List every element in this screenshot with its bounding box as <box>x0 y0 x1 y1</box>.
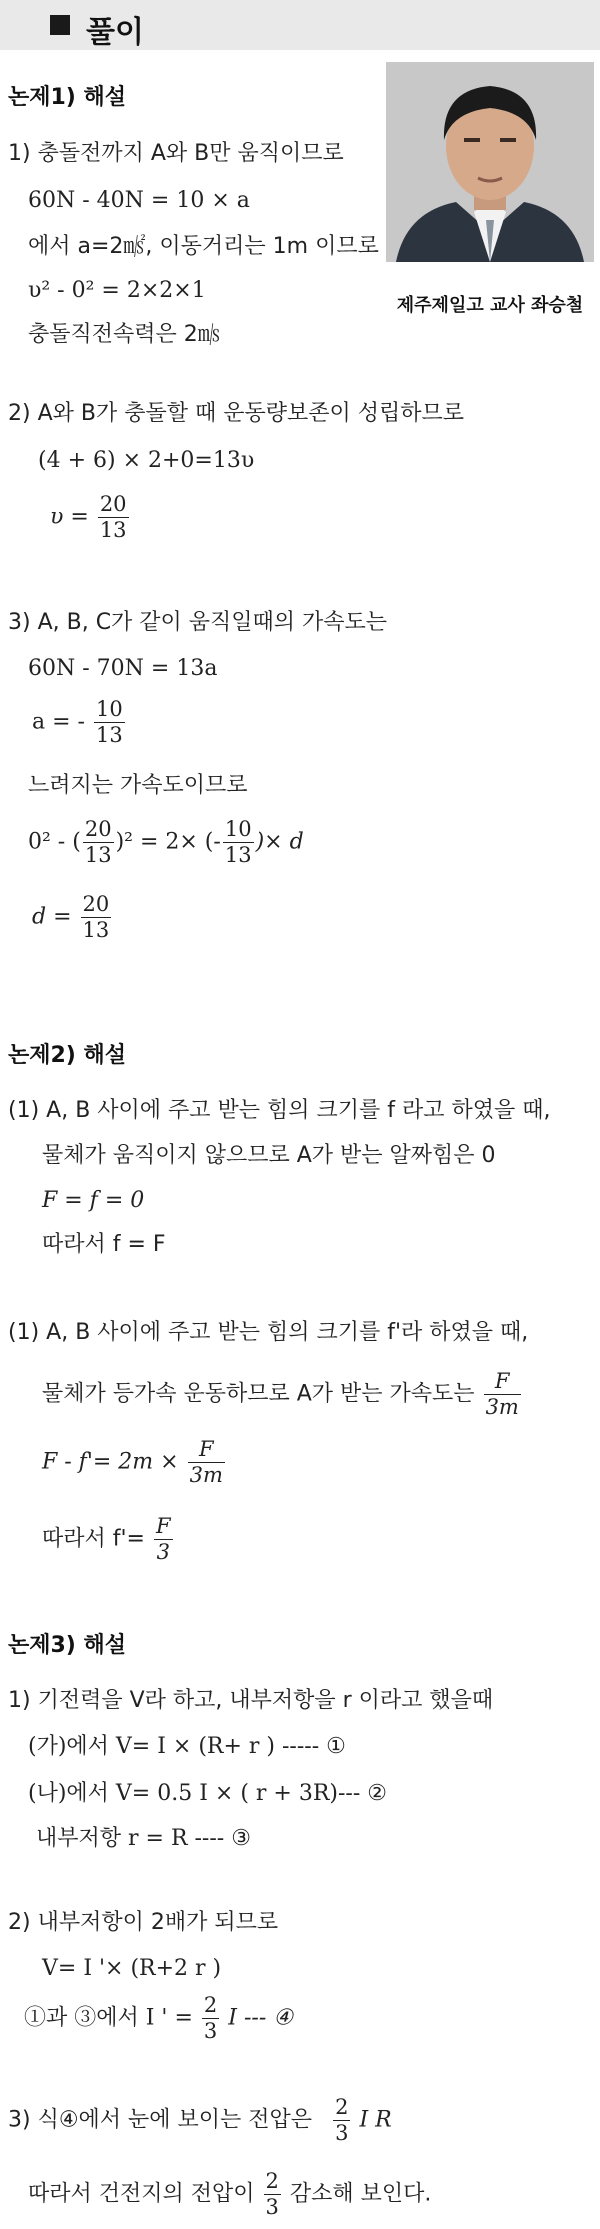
q2-b-line1: (1) A, B 사이에 주고 받는 힘의 크기를 f'라 하였을 때, <box>8 1320 529 1345</box>
q1-p2-line1: 2) A와 B가 충돌할 때 운동량보존이 성립하므로 <box>8 401 464 426</box>
q3-p2-line2: V= I '× (R+2 r ) <box>42 1956 222 1981</box>
fraction-denominator: 3 <box>156 1540 170 1565</box>
fraction-numerator: 10 <box>223 818 254 843</box>
q3-p1-line2: (가)에서 V= I × (R+ r ) ----- ① <box>28 1734 346 1759</box>
q2-a-line2: 물체가 움직이지 않으므로 A가 받는 알짜힘은 0 <box>42 1143 496 1168</box>
distance-lhs: d = <box>32 904 72 930</box>
section-title-q2: 논제2) 해설 <box>8 1043 127 1068</box>
q3-p2-line3-fraction <box>202 1994 219 2043</box>
q2-a-line1: (1) A, B 사이에 주고 받는 힘의 크기를 f 라고 하였을 때, <box>8 1098 551 1123</box>
q2-b-line3 <box>42 1438 227 1487</box>
q3-p3-line1-tail: I R <box>359 2107 392 2133</box>
acceleration-lhs: a = - <box>32 709 85 735</box>
equation-part: 0² - ( <box>28 829 81 855</box>
q2-b-line4 <box>42 1515 175 1564</box>
fraction-numerator: 20 <box>81 893 112 918</box>
q3-p2-line3 <box>24 1994 293 2043</box>
q1-p3-equation <box>28 818 304 867</box>
square-bullet-icon <box>50 15 70 35</box>
q1-p3-acceleration <box>32 698 127 747</box>
q3-p3-line2 <box>28 2170 431 2219</box>
q3-p3-line2-tail: 감소해 보인다. <box>289 2181 432 2207</box>
q1-p2-line2: (4 + 6) × 2+0=13υ <box>38 448 255 473</box>
equation-fraction-1 <box>83 818 114 867</box>
photo-caption: 제주제일고 교사 좌승철 <box>396 295 584 316</box>
teacher-photo <box>386 62 594 262</box>
distance-fraction <box>81 893 112 942</box>
fraction-denominator: 13 <box>84 843 112 868</box>
q1-p3-line4: 느려지는 가속도이므로 <box>28 773 248 798</box>
q1-p2-velocity <box>50 493 131 542</box>
acceleration-fraction <box>94 698 125 747</box>
fraction-numerator: 2 <box>333 2096 350 2121</box>
fraction-numerator: 2 <box>264 2170 281 2195</box>
q3-p3-line2-text: 따라서 건전지의 전압이 <box>28 2181 255 2207</box>
fraction-numerator: 20 <box>98 493 129 518</box>
section-title-q1: 논제1) 해설 <box>8 85 127 110</box>
q1-p1-line5: 충돌직전속력은 2㎧ <box>28 322 220 347</box>
fraction-numerator: 20 <box>83 818 114 843</box>
q2-b-line2 <box>42 1370 523 1419</box>
q3-p2-line3-text: ①과 ③에서 I ' = <box>24 2005 193 2031</box>
fraction-denominator: 3m <box>485 1395 519 1420</box>
q2-b-line3-text: F - f'= 2m × <box>42 1449 179 1475</box>
fraction-numerator: F <box>484 1370 521 1395</box>
q3-p2-line3-tail: I --- ④ <box>228 2005 293 2031</box>
header-bar <box>0 0 600 50</box>
q1-p1-line4: υ² - 0² = 2×2×1 <box>28 278 206 303</box>
fraction-denominator: 13 <box>99 518 127 543</box>
q1-p3-line1: 3) A, B, C가 같이 움직일때의 가속도는 <box>8 610 388 635</box>
q2-b-line3-fraction <box>188 1438 225 1487</box>
velocity-fraction <box>98 493 129 542</box>
q1-p1-line1: 1) 충돌전까지 A와 B만 움직이므로 <box>8 141 344 166</box>
q1-p3-line2: 60N - 70N = 13a <box>28 656 218 681</box>
velocity-lhs: υ = <box>50 504 89 530</box>
fraction-denominator: 3m <box>189 1463 223 1488</box>
fraction-denominator: 13 <box>224 843 252 868</box>
q3-p1-line4: 내부저항 r = R ---- ③ <box>36 1826 251 1851</box>
q3-p3-line2-fraction <box>264 2170 281 2219</box>
q3-p3-line1-fraction <box>333 2096 350 2145</box>
q2-b-line2-fraction <box>484 1370 521 1419</box>
fraction-numerator: 10 <box>94 698 125 723</box>
q2-b-line4-fraction <box>154 1515 173 1564</box>
fraction-numerator: 2 <box>202 1994 219 2019</box>
q1-p3-distance <box>32 893 113 942</box>
equation-fraction-2 <box>223 818 254 867</box>
fraction-denominator: 13 <box>82 918 110 943</box>
q2-b-line2-text: 물체가 등가속 운동하므로 A가 받는 가속도는 <box>42 1381 475 1407</box>
fraction-numerator: F <box>154 1515 173 1540</box>
portrait-illustration <box>386 62 594 262</box>
fraction-denominator: 3 <box>203 2019 218 2044</box>
q3-p1-line1: 1) 기전력을 V라 하고, 내부저항을 r 이라고 했을때 <box>8 1688 494 1713</box>
equation-part: )× d <box>255 829 304 855</box>
q2-a-line4: 따라서 f = F <box>42 1232 166 1257</box>
q1-p1-line3: 에서 a=2㎨, 이동거리는 1m 이므로 <box>28 234 379 259</box>
fraction-numerator: F <box>188 1438 225 1463</box>
q3-p1-line3: (나)에서 V= 0.5 I × ( r + 3R)--- ② <box>28 1781 387 1806</box>
q1-p1-line2: 60N - 40N = 10 × a <box>28 188 250 213</box>
q3-p3-line1 <box>8 2096 392 2145</box>
q3-p2-line1: 2) 내부저항이 2배가 되므로 <box>8 1910 279 1935</box>
q3-p3-line1-text: 3) 식④에서 눈에 보이는 전압은 <box>8 2107 313 2133</box>
equation-part: )² = 2× (- <box>115 829 221 855</box>
fraction-denominator: 3 <box>335 2121 349 2146</box>
page-title: 풀이 <box>86 15 144 50</box>
q2-a-line3: F = f = 0 <box>42 1188 145 1213</box>
fraction-denominator: 3 <box>265 2195 279 2220</box>
section-title-q3: 논제3) 해설 <box>8 1633 127 1658</box>
fraction-denominator: 13 <box>95 723 123 748</box>
q2-b-line4-text: 따라서 f'= <box>42 1526 145 1552</box>
